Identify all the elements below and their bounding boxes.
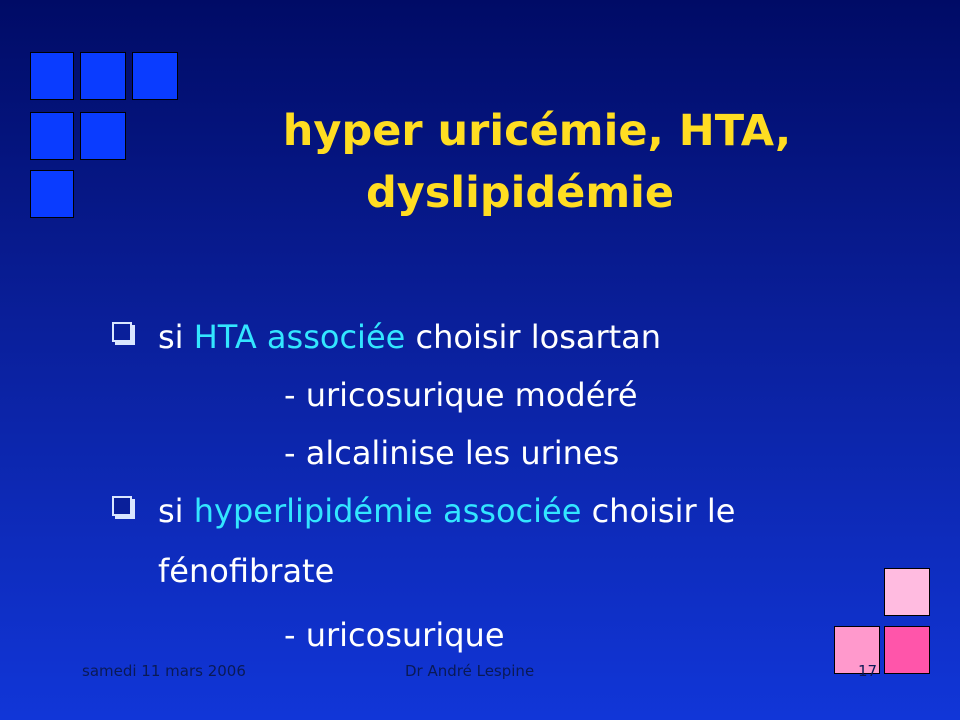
- footer-date: samedi 11 mars 2006: [82, 662, 246, 680]
- checkbox-bullet-icon: [112, 322, 132, 342]
- deco-square-pink-1: [884, 568, 930, 616]
- deco-square-blue-6: [30, 170, 74, 218]
- bullet-2-highlight: hyperlipidémie associée: [193, 492, 582, 530]
- bullet-2-prefix: si: [158, 492, 194, 530]
- bullet-1: [158, 308, 661, 366]
- deco-square-blue-3: [132, 52, 178, 100]
- deco-square-pink-3: [884, 626, 930, 674]
- slide-title-line-2: dyslipidémie: [365, 168, 675, 218]
- bullet-2: [158, 482, 735, 540]
- bullet-1-highlight: HTA associée: [193, 318, 406, 356]
- footer-page-number: 17: [858, 662, 878, 680]
- sub-item-2a: - uricosurique: [284, 616, 505, 654]
- bullet-2-continuation: fénofibrate: [158, 552, 335, 590]
- deco-square-blue-4: [30, 112, 74, 160]
- sub-item-1b: - alcalinise les urines: [284, 434, 620, 472]
- deco-square-blue-2: [80, 52, 126, 100]
- slide-title-line-1: hyper uricémie, HTA,: [282, 106, 792, 156]
- sub-item-1a: - uricosurique modéré: [284, 376, 638, 414]
- checkbox-bullet-icon: [112, 496, 132, 516]
- bullet-1-suffix: choisir losartan: [405, 318, 662, 356]
- slide-title: [80, 100, 960, 224]
- bullet-2-suffix: choisir le: [581, 492, 736, 530]
- footer-author: Dr André Lespine: [405, 662, 535, 680]
- bullet-1-prefix: si: [158, 318, 194, 356]
- deco-square-blue-1: [30, 52, 74, 100]
